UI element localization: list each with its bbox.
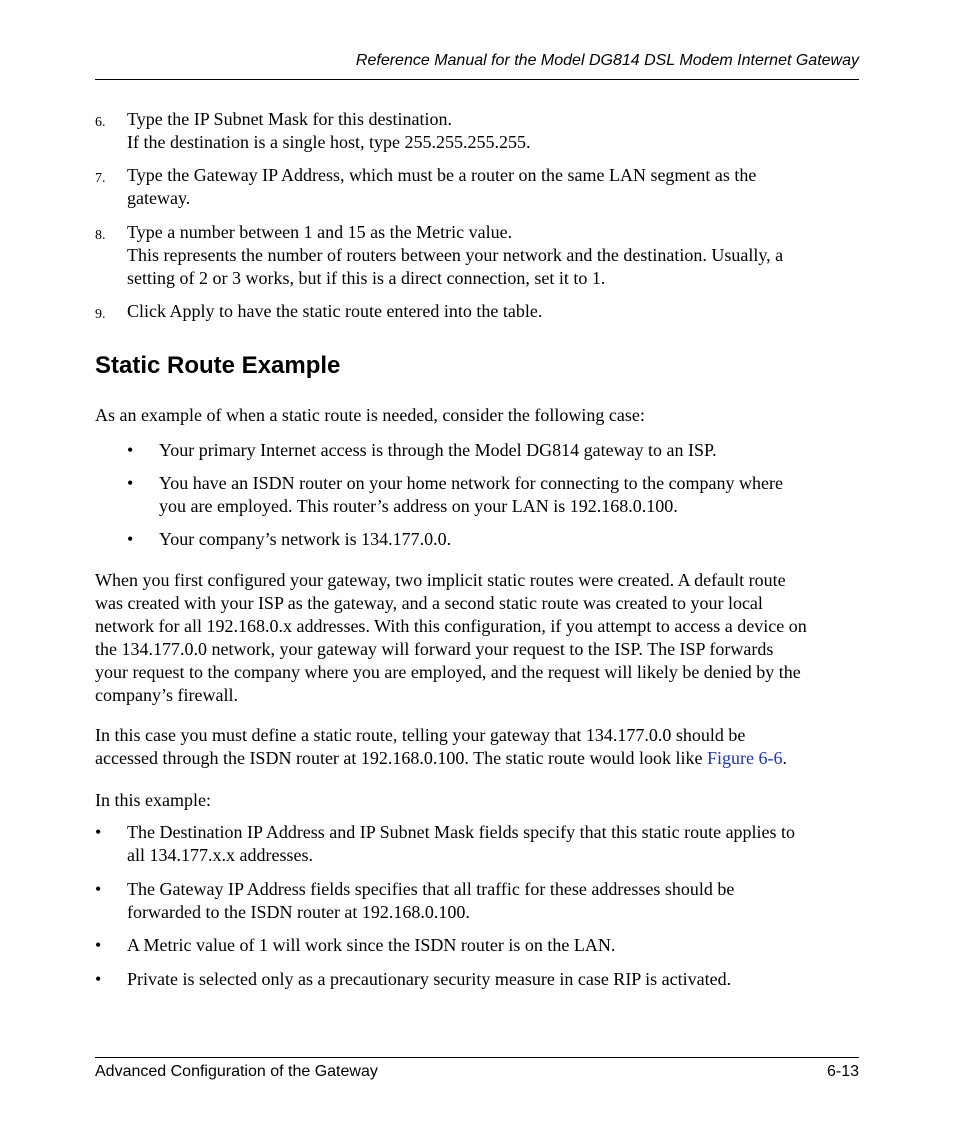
bullet-marker: • xyxy=(127,473,134,493)
paragraph-line: company’s firewall. xyxy=(95,685,238,705)
step-text xyxy=(127,164,859,210)
list-item-text: all 134.177.x.x addresses. xyxy=(127,845,313,865)
paragraph-line: was created with your ISP as the gateway, and a second static route was created to your local xyxy=(95,593,763,613)
list-item-text: The Destination IP Address and IP Subnet Mask fields specify that this static route applies to xyxy=(127,822,796,842)
list-item-text: The Gateway IP Address fields specifies that all traffic for these addresses should be xyxy=(127,879,735,899)
step-line: This represents the number of routers between your network and the destination. Usually, a xyxy=(127,245,784,265)
step-7 xyxy=(95,164,859,210)
intro-paragraph: As an example of when a static route is needed, consider the following case: xyxy=(95,405,645,425)
bullet-marker: • xyxy=(95,822,102,842)
step-line: Type the IP Subnet Mask for this destination. xyxy=(127,109,453,129)
step-9 xyxy=(95,300,859,323)
step-8 xyxy=(95,221,859,290)
list-item-text: You have an ISDN router on your home network for connecting to the company where xyxy=(159,473,784,493)
paragraph-line: your request to the company where you are employed, and the request will likely be denied by the xyxy=(95,662,801,682)
page-number: 6-13 xyxy=(826,1063,859,1080)
running-header xyxy=(95,51,859,80)
list-item-text: forwarded to the ISDN router at 192.168.0.100. xyxy=(127,902,470,922)
step-number: 9. xyxy=(95,307,106,322)
paragraph-text: accessed through the ISDN router at 192.168.0.100. The static route would look like xyxy=(95,748,708,768)
step-line: setting of 2 or 3 works, but if this is a direct connection, set it to 1. xyxy=(127,268,606,288)
step-text xyxy=(127,221,859,290)
section-heading: Static Route Example xyxy=(95,352,341,379)
paragraph-line: network for all 192.168.0.x addresses. With this configuration, if you attempt to access a device on xyxy=(95,616,807,636)
paragraph-line: When you first configured your gateway, two implicit static routes were created. A default route xyxy=(95,570,786,590)
step-text xyxy=(127,300,859,323)
step-number: 6. xyxy=(95,115,106,130)
step-line: If the destination is a single host, type 255.255.255.255. xyxy=(127,132,531,152)
list-item-text: Private is selected only as a precautionary security measure in case RIP is activated. xyxy=(127,969,732,989)
step-line: Click Apply to have the static route entered into the table. xyxy=(127,301,543,321)
list-item-text: Your company’s network is 134.177.0.0. xyxy=(159,529,452,549)
paragraph-line: In this case you must define a static route, telling your gateway that 134.177.0.0 should be xyxy=(95,725,746,745)
header-title: Reference Manual for the Model DG814 DSL Modem Internet Gateway xyxy=(355,52,859,69)
footer-divider xyxy=(95,1057,859,1058)
example-label: In this example: xyxy=(95,790,211,810)
list-item-text: A Metric value of 1 will work since the ISDN router is on the LAN. xyxy=(127,935,616,955)
list-item-text: you are employed. This router’s address on your LAN is 192.168.0.100. xyxy=(159,496,678,516)
bullet-marker: • xyxy=(95,935,102,955)
step-number: 7. xyxy=(95,171,106,186)
footer-chapter: Advanced Configuration of the Gateway xyxy=(95,1063,378,1080)
list-item-text: Your primary Internet access is through the Model DG814 gateway to an ISP. xyxy=(159,440,717,460)
paragraph-text: . xyxy=(782,748,788,768)
bullet-marker: • xyxy=(95,969,102,989)
step-text xyxy=(127,108,859,154)
running-footer xyxy=(95,1062,859,1082)
step-6 xyxy=(95,108,859,154)
figure-link[interactable]: Figure 6-6 xyxy=(707,748,783,768)
paragraph-line: the 134.177.0.0 network, your gateway will forward your request to the ISP. The ISP forwards xyxy=(95,639,774,659)
step-line: Type a number between 1 and 15 as the Metric value. xyxy=(127,222,513,242)
paragraph-line xyxy=(95,747,859,770)
body-paragraph xyxy=(95,569,859,707)
step-line: gateway. xyxy=(127,188,191,208)
body-paragraph xyxy=(95,724,859,770)
bullet-marker: • xyxy=(127,440,134,460)
bullet-marker: • xyxy=(95,879,102,899)
step-number: 8. xyxy=(95,228,106,243)
step-line: Type the Gateway IP Address, which must be a router on the same LAN segment as the xyxy=(127,165,757,185)
bullet-marker: • xyxy=(127,529,134,549)
